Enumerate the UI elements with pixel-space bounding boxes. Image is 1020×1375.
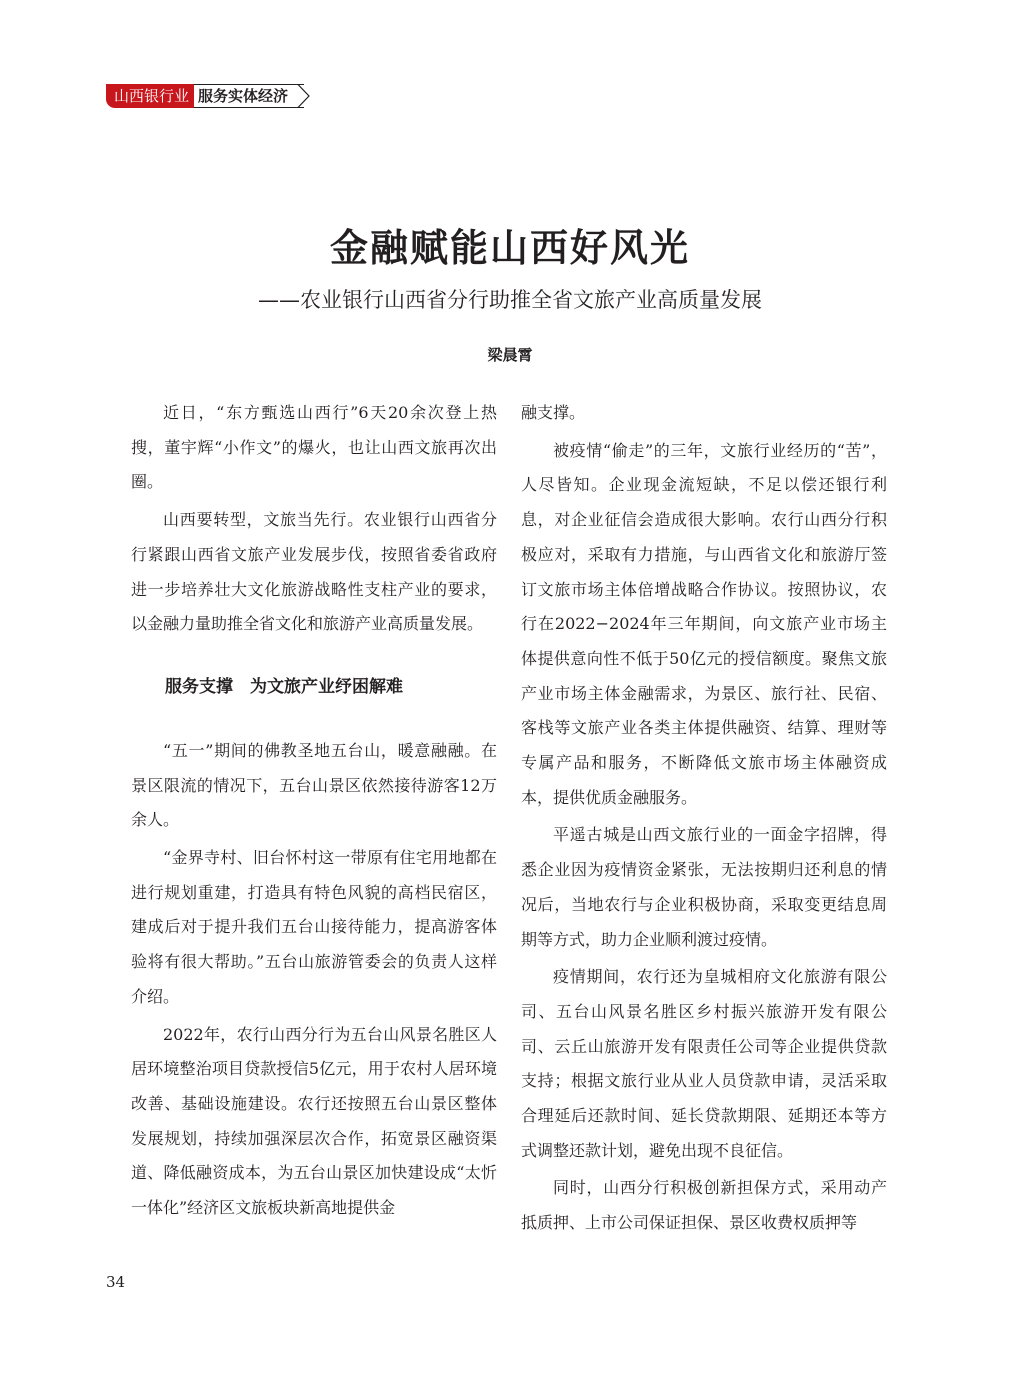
paragraph: “五一”期间的佛教圣地五台山，暖意融融。在景区限流的情况下，五台山景区依然接待游客12万余人。 (131, 740, 497, 830)
paragraph: 山西要转型，文旅当先行。农业银行山西省分行紧跟山西省文旅产业发展步伐，按照省委省政府进一步培养壮大文化旅游战略性支柱产业的要求，以金融力量助推全省文化和旅游产业高质量发展。 (131, 510, 497, 634)
page-number: 34 (106, 1273, 126, 1291)
article-subtitle: ——农业银行山西省分行助推全省文旅产业高质量发展 (258, 288, 762, 312)
paragraph: 被疫情“偷走”的三年，文旅行业经历的“苦”，人尽皆知。企业现金流短缺，不足以偿还银行利息，对企业征信会造成很大影响。农行山西分行积极应对，采取有力措施，与山西省文化和旅游厅签订文旅市场主体倍增战略合作协议。按照协议，农行在2022−2024年三年期间，向文旅产业市场主体提供意向性不低于50亿元的授信额度。聚焦文旅产业市场主体金融需求，为景区、旅行社、民宿、客栈等文旅产业各类主体提供融资、结算、理财等专属产品和服务，不断降低文旅市场主体融资成本，提供优质金融服务。 (521, 440, 887, 807)
article-author: 梁晨霄 (487, 346, 533, 364)
right-column (521, 396, 887, 1241)
section-heading: 服务支撑 为文旅产业纾困解难 (165, 676, 403, 697)
paragraph: 疫情期间，农行还为皇城相府文化旅游有限公司、五台山风景名胜区乡村振兴旅游开发有限公司、云丘山旅游开发有限责任公司等企业提供贷款支持；根据文旅行业从业人员贷款申请，灵活采取合理延后还款时间、延长贷款期限、延期还本等方式调整还款计划，避免出现不良征信。 (521, 967, 887, 1160)
section-tag (106, 84, 304, 108)
section-tag-category: 山西银行业 (106, 84, 194, 108)
paragraph: 2022年，农行山西分行为五台山风景名胜区人居环境整治项目贷款授信5亿元，用于农村人居环境改善、基础设施建设。农行还按照五台山景区整体发展规划，持续加强深层次合作，拓宽景区融资渠道、降低融资成本，为五台山景区加快建设成“太忻一体化”经济区文旅板块新高地提供金 (131, 1024, 497, 1218)
paragraph: “金界寺村、旧台怀村这一带原有住宅用地都在进行规划重建，打造具有特色风貌的高档民宿区，建成后对于提升我们五台山接待能力，提高游客体验将有很大帮助。”五台山旅游管委会的负责人这样介绍。 (131, 848, 497, 1006)
paragraph: 近日，“东方甄选山西行”6天20余次登上热搜，董宇辉“小作文”的爆火，也让山西文旅再次出圈。 (131, 403, 497, 492)
section-tag-topic (194, 84, 304, 108)
section-tag-topic-label: 服务实体经济 (198, 87, 289, 105)
left-column (131, 396, 497, 1226)
paragraph: 同时，山西分行积极创新担保方式，采用动产抵质押、上市公司保证担保、景区收费权质押等 (521, 1178, 887, 1233)
paragraph-continued: 融支撑。 (521, 403, 586, 422)
chevron-right-icon (297, 84, 311, 108)
paragraph: 平遥古城是山西文旅行业的一面金字招牌，得悉企业因为疫情资金紧张，无法按期归还利息的情况后，当地农行与企业积极协商，采取变更结息周期等方式，助力企业顺利渡过疫情。 (521, 825, 887, 949)
article-title: 金融赋能山西好风光 (329, 225, 690, 270)
